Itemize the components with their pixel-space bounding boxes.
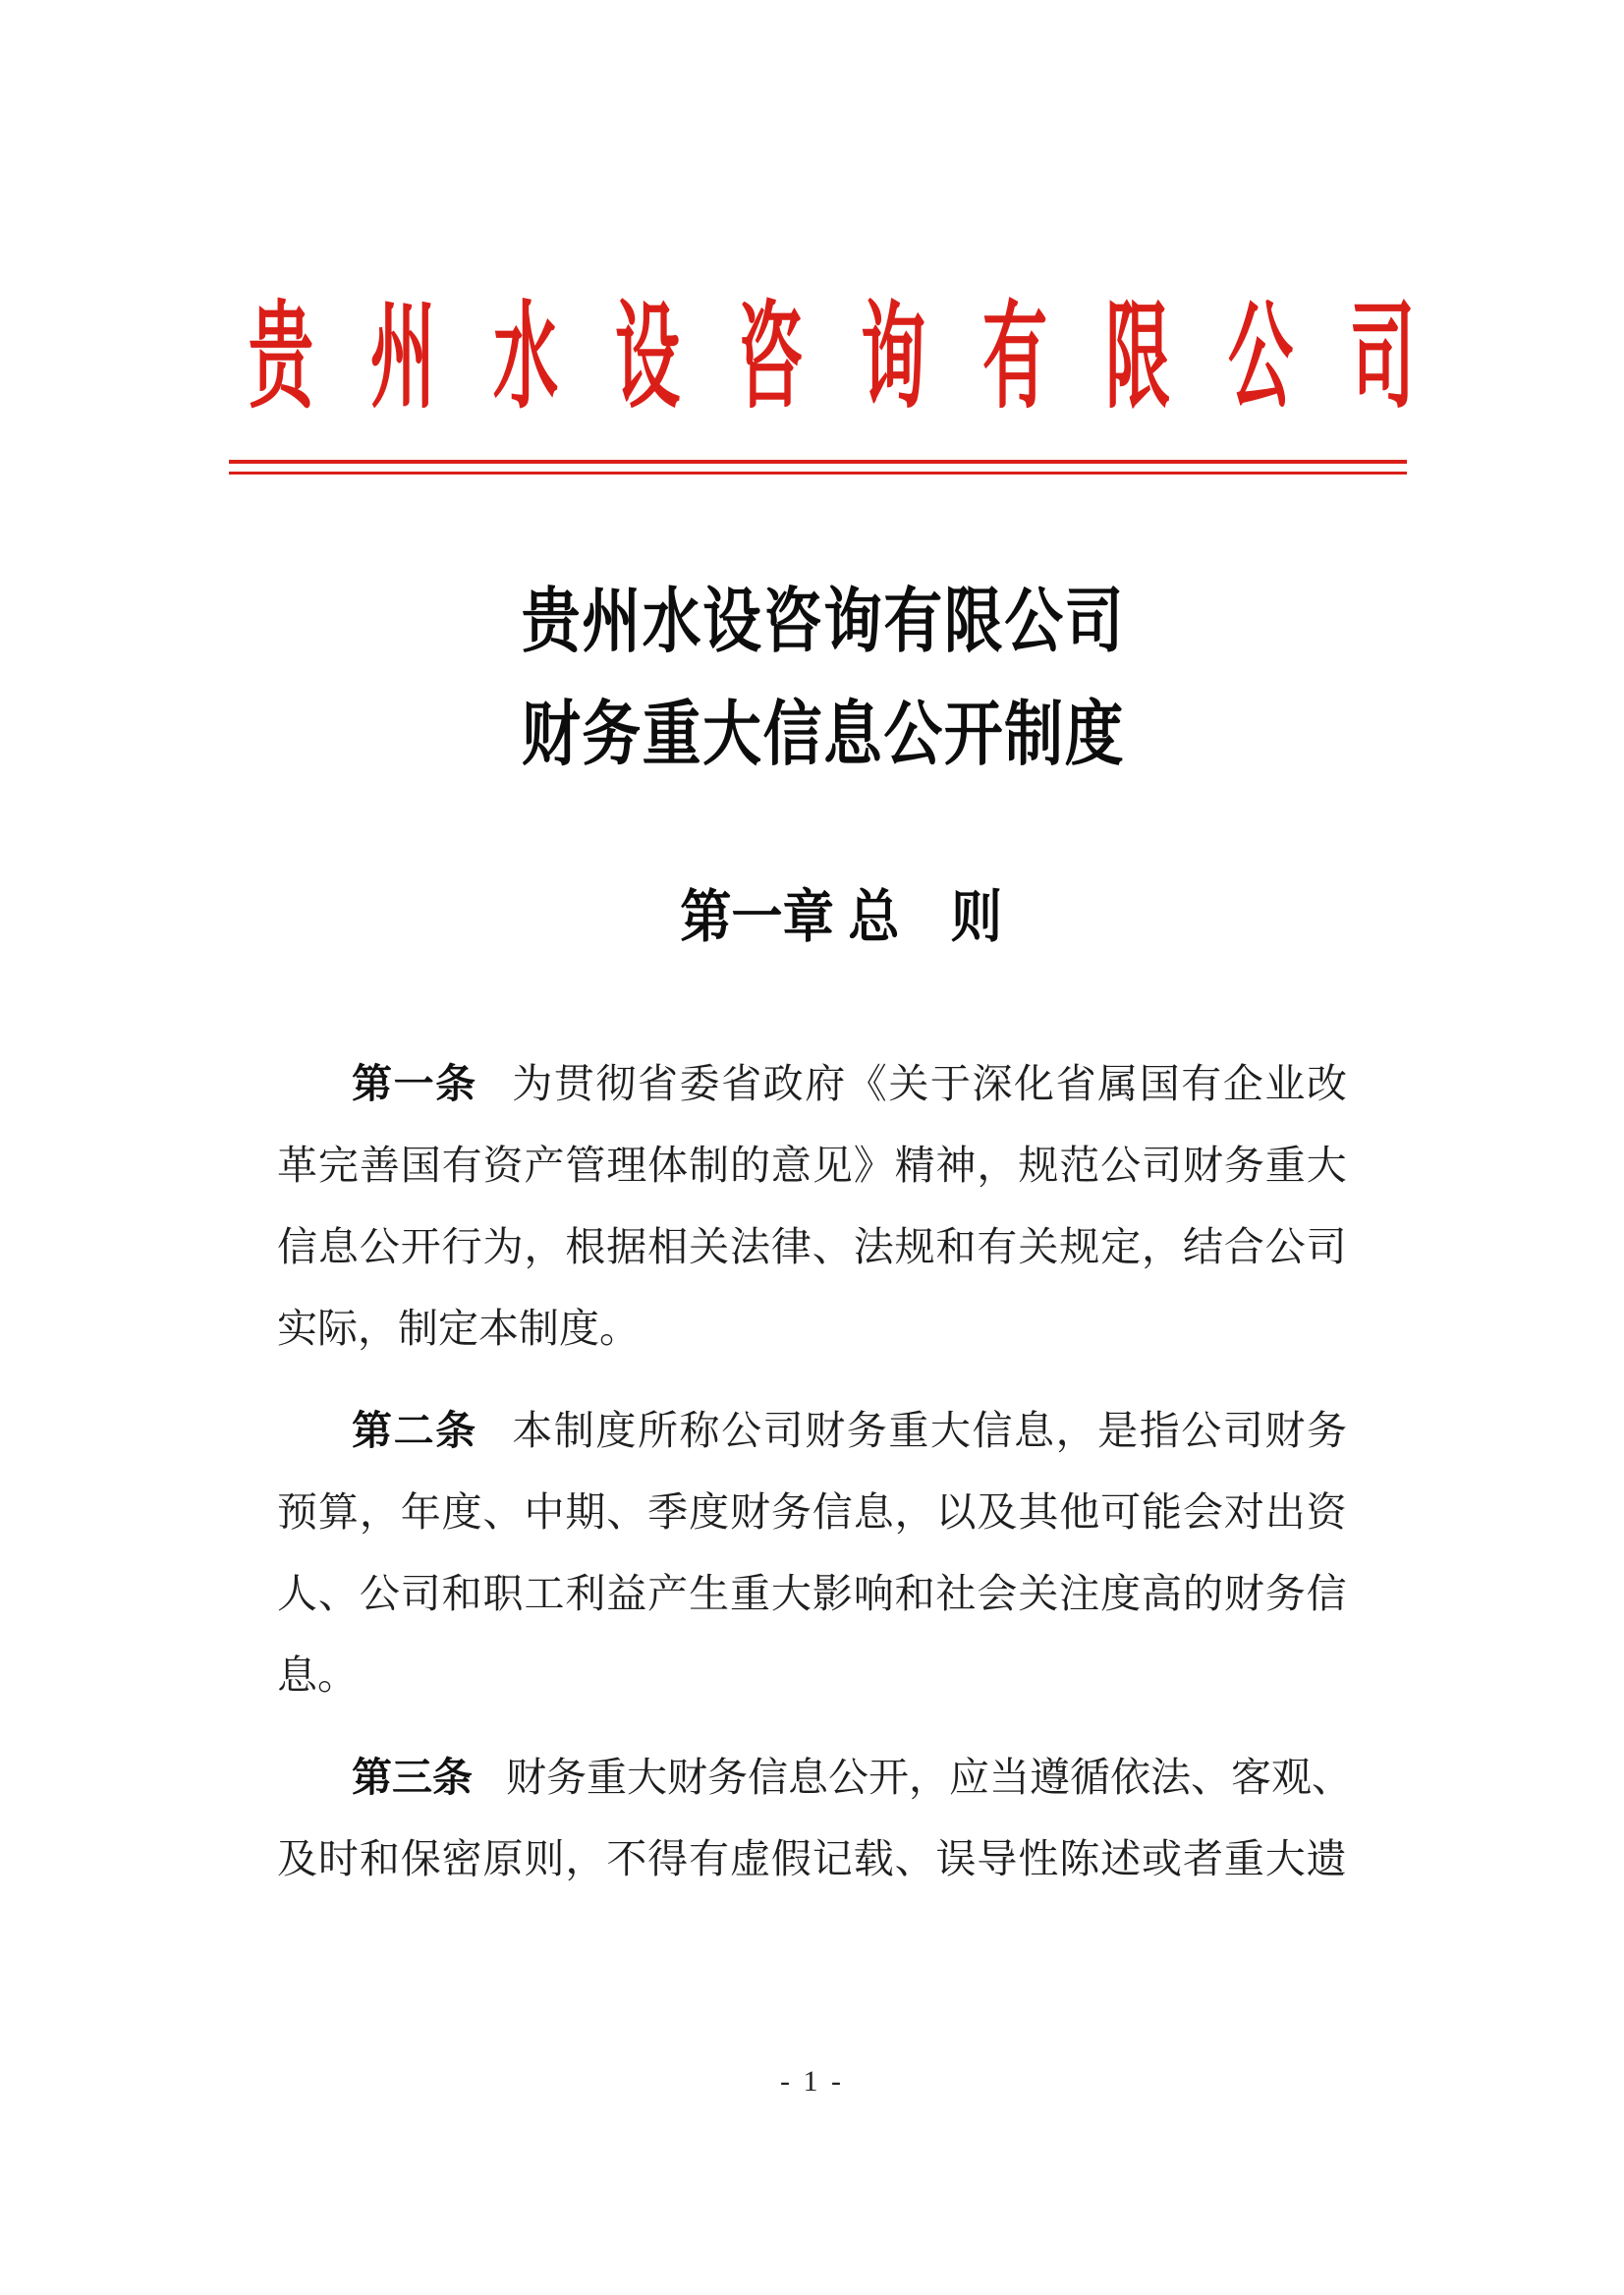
- chapter-heading: [29, 886, 1624, 949]
- body-text-line: 人 、 公 司 和 职 工 利 益 产 生 重 大 影 响 和 社 会 关 注 度 高 的 财 务 信: [277, 1571, 1347, 1616]
- body-text-line: 预 算 ， 年 度 、 中 期 、 季 度 财 务 信 息 ， 以 及 其 他 可 能 会 对 出 资: [277, 1489, 1347, 1535]
- body-text-line: 第 二 条 本 制 度 所 称 公 司 财 务 重 大 信 息 ， 是 指 公 司 财 务: [352, 1408, 1347, 1453]
- letterhead-company-name: 贵 州 水 设 咨 询 有 限 公 司: [248, 293, 1416, 422]
- body-text-line: 信 息 公 开 行 为 ， 根 据 相 关 法 律 、 法 规 和 有 关 规 定 ， 结 合 公 司: [277, 1224, 1347, 1269]
- body-text-line: 第 一 条 为 贯 彻 省 委 省 政 府 《 关 于 深 化 省 属 国 有 企 业 改: [352, 1061, 1347, 1106]
- document-title-line-1-text: 贵州水设咨询有限公司: [522, 583, 1126, 661]
- document-title: [12, 566, 1624, 792]
- letterhead-double-rule: [229, 460, 1407, 475]
- article-paragraph: [277, 1737, 1352, 1900]
- page-number: - 1 -: [780, 2065, 844, 2098]
- document-title-line-2: [12, 679, 1624, 792]
- body-text-line: 第 三 条 财 务 重 大 财 务 信 息 公 开 ， 应 当 遵 循 依 法 、 客 观 、: [352, 1755, 1352, 1800]
- label-gap: [473, 1777, 506, 1778]
- article-paragraph: [277, 1043, 1347, 1370]
- body-text-line: 实 际 ， 制 定 本 制 度 。: [277, 1306, 640, 1351]
- document-body: [277, 1043, 1352, 1900]
- label-gap: [477, 1084, 511, 1085]
- chapter-heading-text: 第一章 总 则: [680, 885, 1003, 949]
- document-title-line-1: [12, 566, 1624, 679]
- body-text-line: 革 完 善 国 有 资 产 管 理 体 制 的 意 见 》 精 神 ， 规 范 公 司 财 务 重 大: [277, 1143, 1347, 1188]
- body-text-line: 息 。: [277, 1652, 358, 1698]
- label-gap: [477, 1430, 511, 1431]
- document-title-line-2-text: 财务重大信息公开制度: [522, 696, 1126, 774]
- article-paragraph: [277, 1390, 1347, 1716]
- body-text-line: 及 时 和 保 密 原 则 ， 不 得 有 虚 假 记 载 、 误 导 性 陈 述 或 者 重 大 遗: [277, 1836, 1347, 1881]
